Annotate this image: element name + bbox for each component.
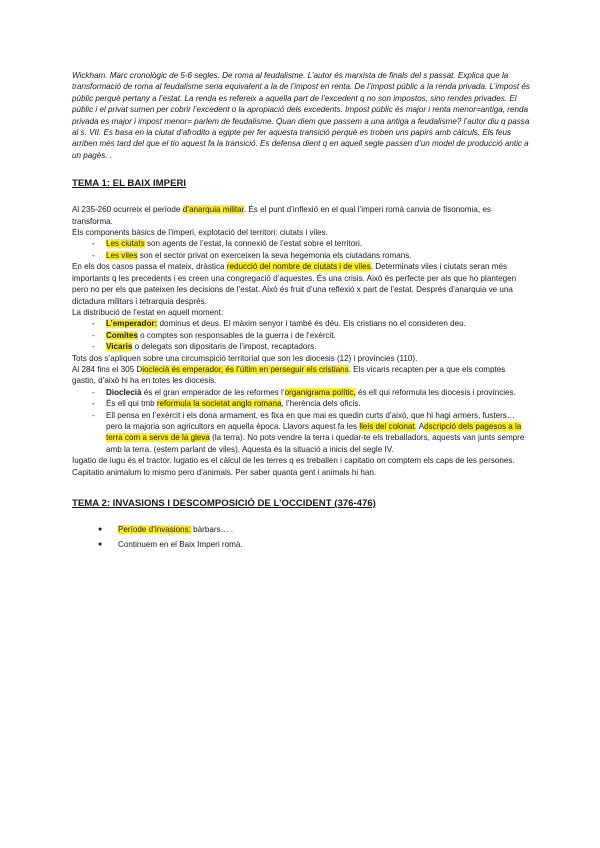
list-item: - Ell pensa en l’exèrcit i els dona armament, es fixa en que mai es quedin curts d’això, que hi hagi armers, fusters… pero la majoria son agricultors en aquella època. Llavors aquest fa les lleis del colonat. Adscripció dels pagesos a la terra com a servs de la gleva (la terra). No pots vendre la terra i quedar-te els treballadors, aquests van junts sempre amb la terra. (estem parlant de viles). Aquesta és la situació a inicis del segle IV. xyxy=(92,410,530,456)
tema1-paragraph-4: La distribució de l’estat en aquell moment: xyxy=(72,307,224,317)
tema1-paragraph-1: Al 235-260 ocurreix el període d’anarquia militar. És el punt d’inflexió en el qual l’imperi romà canvia de fisonomia, es transforma. xyxy=(72,205,491,226)
list-item: - Comites o comptes son responsables de la guerra i de l’exèrcit. xyxy=(92,330,530,341)
tema1-paragraph-6: Al 284 fins el 305 Dioclecià és emperador, és l’últim en perseguir els cristians. Els vicaris recapten per a que els comptes gastin, d’això hi ha en totes les diocesis. xyxy=(72,364,506,386)
list-item: - Dioclecià és el gran emperador de les reformes l’organigrama polític, és ell qui reformula les diocesis i províncies. xyxy=(92,387,530,398)
list-item: - Les ciutats son agents de l’estat, la connexió de l’estat sobre el territori. xyxy=(92,238,530,249)
spacer xyxy=(72,478,530,498)
highlight: d’anarquia militar xyxy=(182,205,244,215)
list-item: - Vicaris o delegats son dipositaris de l’impost, recaptadors. xyxy=(92,341,530,352)
tema1-heading: TEMA 1: EL BAIX IMPERI xyxy=(72,178,187,190)
tema1-paragraph-2: Els components bàsics de l’imperi, explotació del territori: ciutats i viles. xyxy=(72,228,328,238)
list-ciutats-viles xyxy=(72,238,530,261)
tema2-bullet-list xyxy=(72,524,530,551)
tema1-paragraph-5: Tots dos s’apliquen sobre una circumspició territorial que son les diocesis (12) i províncies (110). xyxy=(72,353,418,363)
list-diocleciа xyxy=(72,387,530,455)
list-item: ● Continuem en el Baix Imperi romà. xyxy=(98,539,530,550)
tema1-paragraph-3: En els dos casos passa el mateix, dràstica reducció del nombre de ciutats i de viles. Determinats viles i ciutats seran més importants q les precedents i es creen una congregació d’aquestes. És una crisis. Això és perfecte per als que ho plantegen pero no per els que pateixen les decisions de l’estat. Això és fruit d’una reflexió x part de l’estat. Després d’anarquia ve una dictadura militars i tetrarquia després. xyxy=(72,262,517,306)
tema1-paragraph-7: Iugatio de iugu és el tractor. Iugatio es el càlcul de les terres q es treballen i capitatio on comptem els caps de les persones. Capitatio animalum lo mismo pero d’animals. Per saber quanta gent i animals hi han. xyxy=(72,456,515,477)
list-item: - L’emperador: dominus et deus. El màxim senyor i també és déu. Els cristians no el consideren deu. xyxy=(92,318,530,329)
list-item: - Les viles son el sector privat on exerceixen la seva hegemonia els ciutadans romans. xyxy=(92,250,530,261)
document-page xyxy=(72,70,530,555)
intro-paragraph: Wickham. Marc cronològic de 5-6 segles. De roma al feudalisme. L’autor és marxista de finals del s passat. Explica que la transformació de roma al feudalisme seria equivalent a la de l’impost en renta. De l’impost públic a la renda privada. L’impost és públic perquè pertany a l’estat. La renda es refereix a aquella part de l’excedent q no son impostos, sino rendes privades. El públic i el privat sumen per cobrir l’excedent o la apropiació dels excedents. Impost públic és major i renta menor=antiga, renda privada es major i impost menor= parlem de feudalisme. Quan diem que passem a una antiga a feudalisme? l’autor diu q passa al s. VII. Es basa en la ciutat d’afrodito a egipte per fer aquesta transició perquè es troben uns papirs amb càlculs. Els feus arriben més tard del que el tio aquest fa la transició. Es defensa dient q en aquell segle passen d’un model de producció antic a un pagès. . xyxy=(72,71,530,160)
list-item: - És ell qui tmb reformula la societat anglo romana, l’herència dels oficis. xyxy=(92,398,530,409)
list-item: ● Període d’invasions: bàrbars… . xyxy=(98,524,530,535)
list-distribucio-estat xyxy=(72,318,530,352)
tema2-heading: TEMA 2: INVASIONS I DESCOMPOSICIÓ DE L’OCCIDENT (376-476) xyxy=(72,498,376,509)
